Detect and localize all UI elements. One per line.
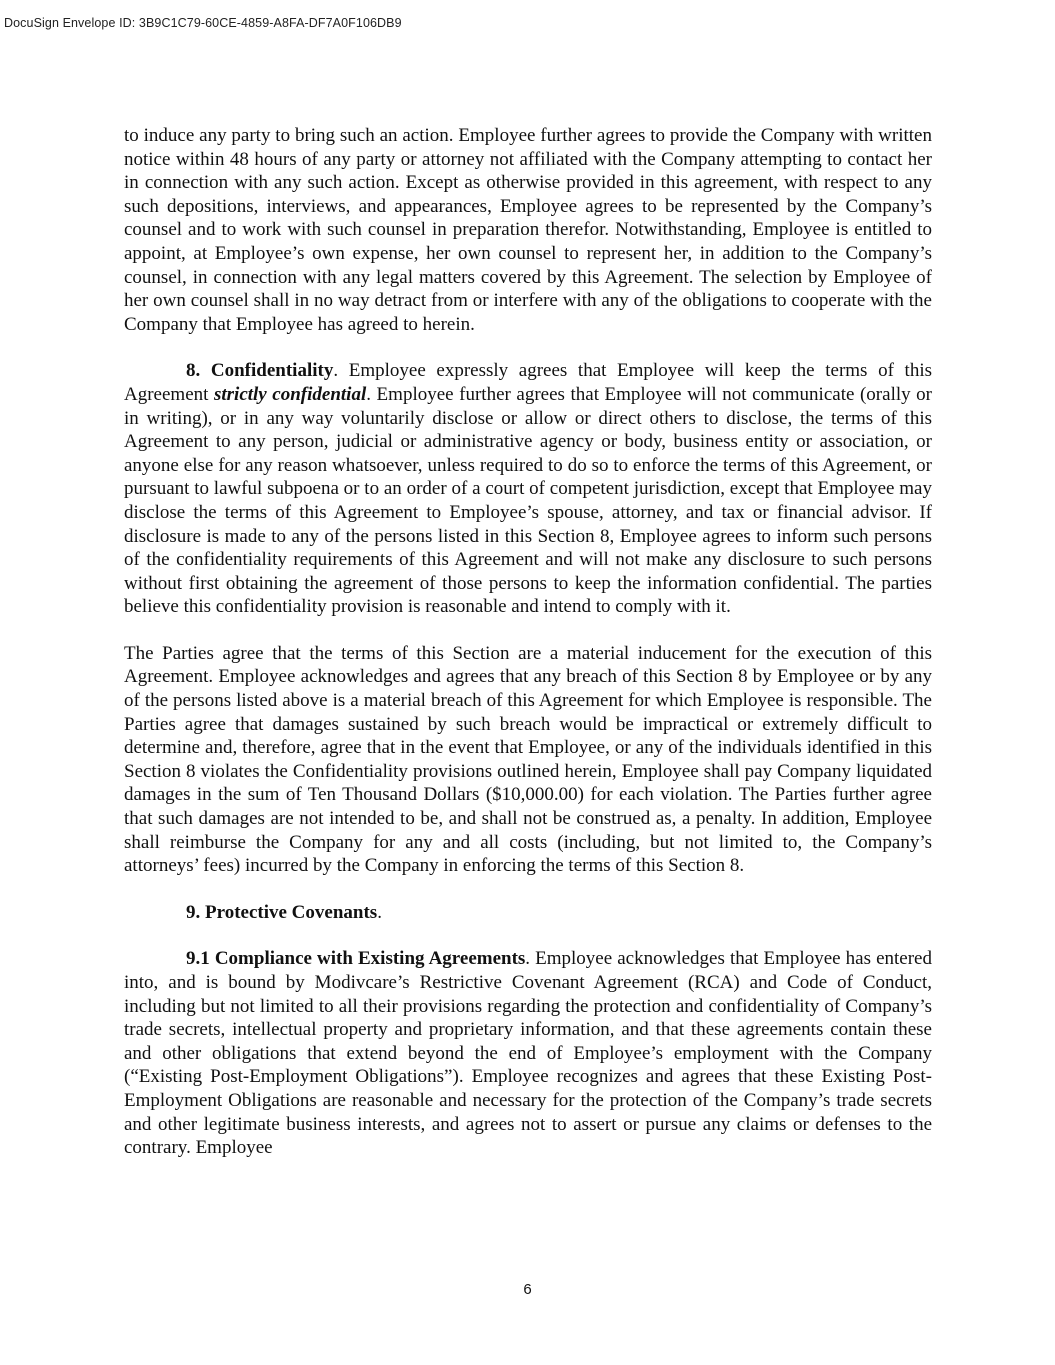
paragraph-protective-covenants [124,901,932,925]
strictly-confidential-emphasis: strictly confidential [213,383,367,405]
confidentiality-text-b: . Employee further agrees that Employee will not communicate (orally or in writing), or in any way voluntarily disclose or allow or direct others to disclose, the terms of this Agreement to any person, judicial or administrative agency or body, business entity or association, or anyone else for any reason whatsoever, unless required to do so to enforce the terms of this Agreement, or pursuant to lawful subpoena or to an order of a court of competent jurisdiction, except that Employee may disclose the terms of this Agreement to Employee’s spouse, attorney, and tax or financial advisor. If disclosure is made to any of the persons listed in this Section 8, Employee agrees to inform such persons of the confidentiality requirements of this Agreement and will not make any disclosure to such persons without first obtaining the agreement of those persons to keep the information confidential. The parties believe this confidentiality provision is reasonable and intend to comply with it. [124,383,933,618]
section-9-1-heading: 9.1 Compliance with Existing Agreements [186,948,526,970]
docusign-envelope-id: DocuSign Envelope ID: 3B9C1C79-60CE-4859-A8FA-DF7A0F106DB9 [4,16,402,30]
paragraph-cooperation: to induce any party to bring such an action. Employee further agrees to provide the Company with written notice within 48 hours of any party or attorney not affiliated with the Company attempting to contact her in connection with any such action. Except as otherwise provided in this agreement, with respect to any such depositions, interviews, and appearances, Employee agrees to be represented by the Company’s counsel and to work with such counsel in preparation therefor. Notwithstanding, Employee is entitled to appoint, at Employee’s own expense, her own counsel to represent her, in addition to the Company’s counsel, in connection with any legal matters covered by this Agreement. The selection by Employee of her own counsel shall in no way detract from or interfere with any of the obligations to cooperate with the Company that Employee has agreed to herein. [124,125,932,335]
section-8-heading: 8. Confidentiality [186,360,334,382]
paragraph-liquidated-damages: The Parties agree that the terms of this Section are a material inducement for the execution of this Agreement. Employee acknowledges and agrees that any breach of this Section 8 by Employee or by any of the persons listed above is a material breach of this Agreement for which Employee is responsible. The Parties agree that damages sustained by such breach would be impractical or extremely difficult to determine and, therefore, agree that in the event that Employee, or any of the individuals identified in this Section 8 violates the Confidentiality provisions outlined herein, Employee shall pay Company liquidated damages in the sum of Ten Thousand Dollars ($10,000.00) for each violation. The Parties further agree that such damages are not intended to be, and shall not be construed as, a penalty. In addition, Employee shall reimburse the Company for any and all costs (including, but not limited to, the Company’s attorneys’ fees) incurred by the Company in enforcing the terms of this Section 8. [124,642,932,877]
section-9-heading: 9. Protective Covenants [186,901,378,923]
page-number: 6 [523,1281,532,1298]
section-9-suffix: . [377,901,382,923]
confidentiality-text-a: . Employee expressly agrees that Employee will keep the terms of this Agreement [124,360,932,405]
paragraph-confidentiality [124,359,932,619]
document-body [124,124,932,1160]
existing-agreements-text: . Employee acknowledges that Employee has entered into, and is bound by Modivcare’s Restrictive Covenant Agreement (RCA) and Code of Conduct, including but not limited to all their provisions regarding the protection and confidentiality of Company’s trade secrets, intellectual property and proprietary information, and that these agreements contain these and other obligations that extend beyond the end of Employee’s employment with the Company (“Existing Post-Employment Obligations”). Employee recognizes and agrees that these Existing Post-Employment Obligations are reasonable and necessary for the protection of the Company’s trade secrets and other legitimate business interests, and agrees not to assert or pursue any claims or defenses to the contrary. Employee [124,948,932,1159]
paragraph-existing-agreements [124,947,932,1159]
